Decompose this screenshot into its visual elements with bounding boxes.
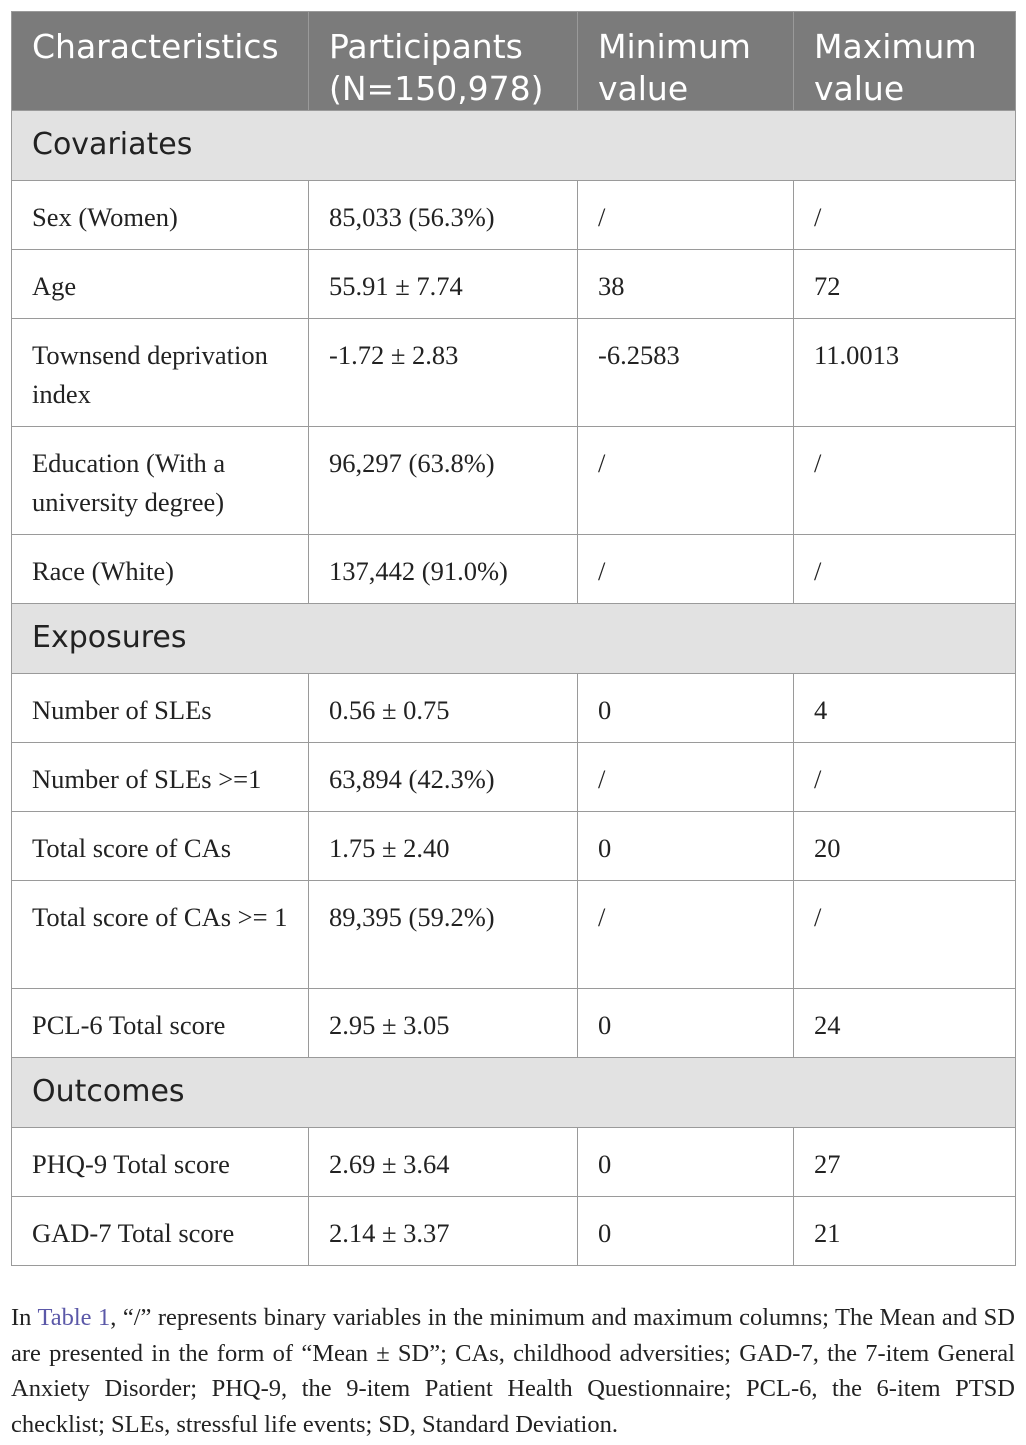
table-row (12, 989, 1016, 1058)
cell-characteristic: Total score of CAs (12, 812, 309, 881)
cell-characteristic: Number of SLEs (12, 674, 309, 743)
cell-characteristic: Sex (Women) (12, 181, 309, 250)
cell-minimum: 0 (578, 1197, 794, 1266)
header-row (12, 12, 1016, 111)
cell-characteristic: Number of SLEs >=1 (12, 743, 309, 812)
table-row (12, 1128, 1016, 1197)
header-characteristics: Characteristics (12, 12, 309, 111)
cell-characteristic: Total score of CAs >= 1 (12, 881, 309, 989)
section-title: Covariates (12, 111, 1016, 181)
cell-maximum: 20 (794, 812, 1016, 881)
cell-minimum: / (578, 181, 794, 250)
characteristics-table-container (11, 11, 1015, 1266)
table-row (12, 535, 1016, 604)
cell-participants: 2.14 ± 3.37 (309, 1197, 578, 1266)
section-row (12, 1058, 1016, 1128)
cell-minimum: 0 (578, 1128, 794, 1197)
table-row (12, 427, 1016, 535)
cell-participants: 85,033 (56.3%) (309, 181, 578, 250)
cell-maximum: 21 (794, 1197, 1016, 1266)
cell-maximum: / (794, 535, 1016, 604)
cell-characteristic: GAD-7 Total score (12, 1197, 309, 1266)
table-row (12, 250, 1016, 319)
cell-characteristic: Race (White) (12, 535, 309, 604)
section-title: Outcomes (12, 1058, 1016, 1128)
cell-participants: 2.69 ± 3.64 (309, 1128, 578, 1197)
table-reference-link[interactable]: Table 1 (37, 1304, 111, 1331)
cell-participants: 2.95 ± 3.05 (309, 989, 578, 1058)
cell-participants: 63,894 (42.3%) (309, 743, 578, 812)
cell-minimum: 0 (578, 674, 794, 743)
cell-minimum: / (578, 743, 794, 812)
cell-characteristic: Education (With a university degree) (12, 427, 309, 535)
section-row (12, 604, 1016, 674)
table-row (12, 319, 1016, 427)
cell-characteristic: PHQ-9 Total score (12, 1128, 309, 1197)
header-participants: Participants (N=150,978) (309, 12, 578, 111)
cell-maximum: / (794, 743, 1016, 812)
section-row (12, 111, 1016, 181)
cell-participants: 137,442 (91.0%) (309, 535, 578, 604)
table-row (12, 181, 1016, 250)
footnote-prefix: In (11, 1304, 38, 1331)
cell-maximum: / (794, 181, 1016, 250)
cell-participants: 89,395 (59.2%) (309, 881, 578, 989)
cell-participants: 55.91 ± 7.74 (309, 250, 578, 319)
cell-minimum: / (578, 881, 794, 989)
table-row (12, 812, 1016, 881)
section-title: Exposures (12, 604, 1016, 674)
cell-participants: 0.56 ± 0.75 (309, 674, 578, 743)
cell-participants: 1.75 ± 2.40 (309, 812, 578, 881)
cell-maximum: 27 (794, 1128, 1016, 1197)
table-footnote (11, 1300, 1015, 1442)
cell-minimum: / (578, 427, 794, 535)
table-row (12, 1197, 1016, 1266)
footnote-text: , “/” represents binary variables in the minimum and maximum columns; The Mean and SD are presented in the form of “Mean ± SD”; CAs, childhood adversities; GAD-7, the 7-item General Anxiety Disorder; PHQ-9, the 9-item Patient Health Questionnaire; PCL-6, the 6-item PTSD checklist; SLEs, stressful life events; SD, Standard Deviation. (11, 1304, 1015, 1438)
table-body (12, 111, 1016, 1266)
cell-participants: -1.72 ± 2.83 (309, 319, 578, 427)
cell-characteristic: Age (12, 250, 309, 319)
cell-minimum: 0 (578, 812, 794, 881)
cell-maximum: 72 (794, 250, 1016, 319)
cell-maximum: / (794, 427, 1016, 535)
cell-maximum: / (794, 881, 1016, 989)
cell-maximum: 4 (794, 674, 1016, 743)
cell-maximum: 24 (794, 989, 1016, 1058)
cell-minimum: / (578, 535, 794, 604)
header-minimum-value: Minimum value (578, 12, 794, 111)
table-row (12, 881, 1016, 989)
cell-characteristic: PCL-6 Total score (12, 989, 309, 1058)
cell-minimum: -6.2583 (578, 319, 794, 427)
cell-minimum: 0 (578, 989, 794, 1058)
table-row (12, 743, 1016, 812)
table-row (12, 674, 1016, 743)
characteristics-table (11, 11, 1016, 1266)
header-maximum-value: Maximum value (794, 12, 1016, 111)
cell-characteristic: Townsend deprivation index (12, 319, 309, 427)
cell-maximum: 11.0013 (794, 319, 1016, 427)
cell-participants: 96,297 (63.8%) (309, 427, 578, 535)
cell-minimum: 38 (578, 250, 794, 319)
